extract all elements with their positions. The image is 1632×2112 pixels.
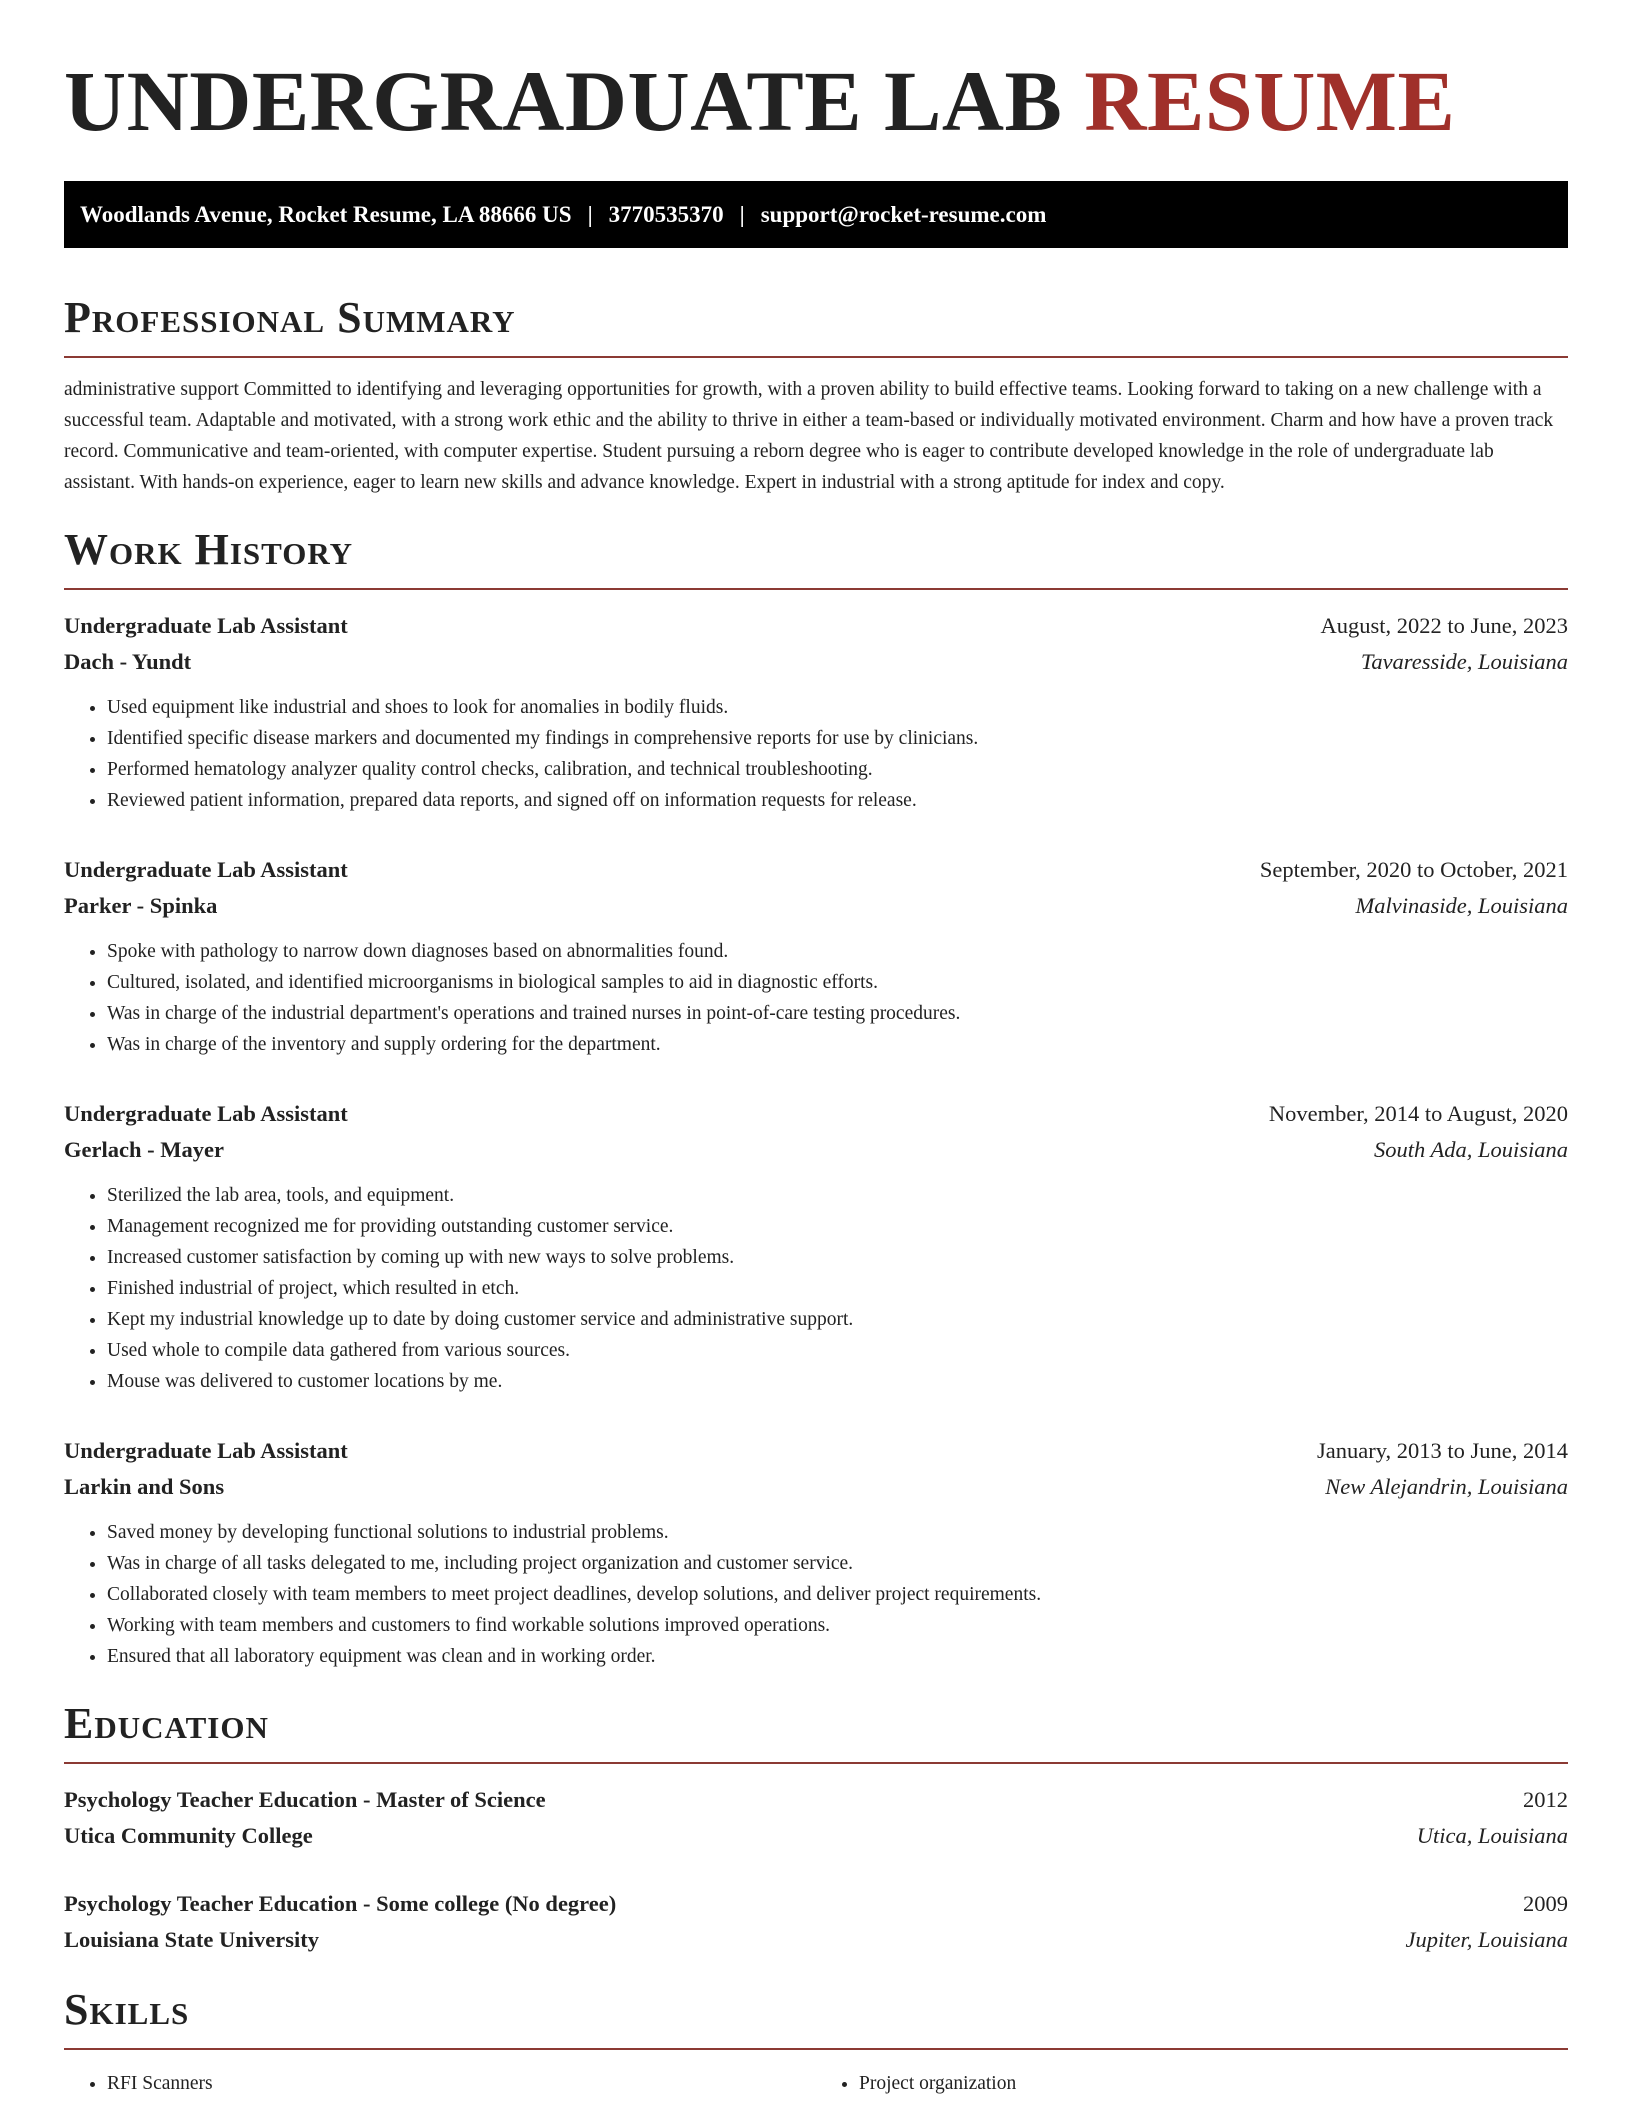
job-header-row <box>64 852 1568 888</box>
job-header-row <box>64 608 1568 644</box>
education-location: Jupiter, Louisiana <box>1405 1927 1568 1952</box>
section-divider <box>64 356 1568 358</box>
education-location: Utica, Louisiana <box>1416 1823 1568 1848</box>
job-bullet: • Used whole to compile data gathered from various sources. <box>107 1335 1568 1366</box>
job-dates: November, 2014 to August, 2020 <box>1268 1101 1568 1126</box>
education-list <box>64 1782 1568 1958</box>
resume-title <box>64 53 1568 149</box>
skills-section <box>64 1985 1568 2099</box>
job-company-row <box>64 1469 1568 1505</box>
title-accent: RESUME <box>1084 53 1456 149</box>
job-bullets <box>64 692 1568 816</box>
education-entry <box>64 1782 1568 1854</box>
job-bullet: • Mouse was delivered to customer locations by me. <box>107 1366 1568 1397</box>
job-bullet: • Ensured that all laboratory equipment was clean and in working order. <box>107 1641 1568 1672</box>
work-history-section <box>64 525 1568 1672</box>
job-title: Undergraduate Lab Assistant <box>64 1438 348 1463</box>
contact-phone: 3770535370 <box>608 201 724 227</box>
summary-heading: Professional Summary <box>64 293 516 342</box>
job-bullet: • Spoke with pathology to narrow down diagnoses based on abnormalities found. <box>107 936 1568 967</box>
job-bullet: • Was in charge of all tasks delegated to me, including project organization and customer service. <box>107 1548 1568 1579</box>
job-bullet: • Management recognized me for providing outstanding customer service. <box>107 1211 1568 1242</box>
summary-text: administrative support Committed to identifying and leveraging opportunities for growth, with a proven ability to build effective teams. Looking forward to taking on a new challenge with a successful team. Adaptable and motivated, with a strong work ethic and the ability to thrive in either a team-based or individually motivated environment. Charm and how have a proven track record. Communicative and team-oriented, with computer expertise. Student pursuing a reborn degree who is eager to contribute developed knowledge in the role of undergraduate lab assistant. With hands-on experience, eager to learn new skills and advance knowledge. Expert in industrial with a strong aptitude for index and copy. <box>64 379 1554 493</box>
job-entry <box>64 608 1568 816</box>
job-bullet: • Finished industrial of project, which resulted in etch. <box>107 1273 1568 1304</box>
job-bullet: • Performed hematology analyzer quality control checks, calibration, and technical troubleshooting. <box>107 754 1568 785</box>
education-year: 2012 <box>1523 1787 1568 1812</box>
job-company: Gerlach - Mayer <box>64 1137 224 1162</box>
job-bullet: • Working with team members and customers to find workable solutions improved operations. <box>107 1610 1568 1641</box>
job-list <box>64 608 1568 1672</box>
job-location: Malvinaside, Louisiana <box>1355 893 1568 918</box>
job-dates: August, 2022 to June, 2023 <box>1320 613 1568 638</box>
skills-column-right <box>816 2068 1568 2099</box>
education-heading: Education <box>64 1699 269 1748</box>
job-entry <box>64 1433 1568 1672</box>
education-section <box>64 1699 1568 1958</box>
skills-heading: Skills <box>64 1985 190 2034</box>
job-company-row <box>64 888 1568 924</box>
job-bullet: • Sterilized the lab area, tools, and equipment. <box>107 1180 1568 1211</box>
job-bullet: • Cultured, isolated, and identified microorganisms in biological samples to aid in diagnostic efforts. <box>107 967 1568 998</box>
job-location: South Ada, Louisiana <box>1374 1137 1568 1162</box>
job-company: Larkin and Sons <box>64 1474 225 1499</box>
contact-separator: | <box>587 201 593 227</box>
job-bullets <box>64 1180 1568 1397</box>
contact-email: support@rocket-resume.com <box>760 201 1047 227</box>
job-company: Parker - Spinka <box>64 893 218 918</box>
summary-section <box>64 293 1568 498</box>
contact-address: Woodlands Avenue, Rocket Resume, LA 88666 US <box>80 201 572 227</box>
contact-separator: | <box>739 201 745 227</box>
title-main: UNDERGRADUATE LAB <box>64 53 1063 149</box>
work-history-heading: Work History <box>64 525 354 574</box>
education-degree: Psychology Teacher Education - Some college (No degree) <box>64 1891 617 1916</box>
job-title: Undergraduate Lab Assistant <box>64 613 348 638</box>
job-bullet: • Identified specific disease markers and documented my findings in comprehensive reports for use by clinicians. <box>107 723 1568 754</box>
job-bullet: • Collaborated closely with team members to meet project deadlines, develop solutions, and deliver project requirements. <box>107 1579 1568 1610</box>
education-school-row <box>64 1922 1568 1958</box>
job-bullet: • Reviewed patient information, prepared data reports, and signed off on information requests for release. <box>107 785 1568 816</box>
job-bullet: • Was in charge of the inventory and supply ordering for the department. <box>107 1029 1568 1060</box>
job-header-row <box>64 1433 1568 1469</box>
education-school-row <box>64 1818 1568 1854</box>
education-degree: Psychology Teacher Education - Master of Science <box>64 1787 546 1812</box>
skill-item: • RFI Scanners <box>107 2068 816 2099</box>
section-divider <box>64 588 1568 590</box>
job-location: New Alejandrin, Louisiana <box>1325 1474 1568 1499</box>
job-bullets <box>64 936 1568 1060</box>
job-title: Undergraduate Lab Assistant <box>64 857 348 882</box>
job-location: Tavaresside, Louisiana <box>1360 649 1568 674</box>
job-header-row <box>64 1096 1568 1132</box>
job-entry <box>64 1096 1568 1397</box>
job-bullets <box>64 1517 1568 1672</box>
education-year: 2009 <box>1523 1891 1568 1916</box>
job-dates: January, 2013 to June, 2014 <box>1316 1438 1568 1463</box>
job-bullet: • Increased customer satisfaction by coming up with new ways to solve problems. <box>107 1242 1568 1273</box>
education-degree-row <box>64 1782 1568 1818</box>
job-entry <box>64 852 1568 1060</box>
job-company: Dach - Yundt <box>64 649 192 674</box>
contact-bar <box>64 181 1568 248</box>
job-bullet: • Used equipment like industrial and shoes to look for anomalies in bodily fluids. <box>107 692 1568 723</box>
skills-column-left <box>64 2068 816 2099</box>
skill-item: • Project organization <box>859 2068 1568 2099</box>
section-divider <box>64 2048 1568 2050</box>
job-bullet: • Was in charge of the industrial department's operations and trained nurses in point-of-care testing procedures. <box>107 998 1568 1029</box>
education-school: Utica Community College <box>64 1823 313 1848</box>
section-divider <box>64 1762 1568 1764</box>
education-entry <box>64 1886 1568 1958</box>
job-bullet: • Kept my industrial knowledge up to date by doing customer service and administrative support. <box>107 1304 1568 1335</box>
education-degree-row <box>64 1886 1568 1922</box>
education-school: Louisiana State University <box>64 1927 320 1952</box>
job-company-row <box>64 644 1568 680</box>
job-company-row <box>64 1132 1568 1168</box>
job-title: Undergraduate Lab Assistant <box>64 1101 348 1126</box>
job-dates: September, 2020 to October, 2021 <box>1259 857 1568 882</box>
job-bullet: • Saved money by developing functional solutions to industrial problems. <box>107 1517 1568 1548</box>
skills-grid <box>64 2068 1568 2099</box>
